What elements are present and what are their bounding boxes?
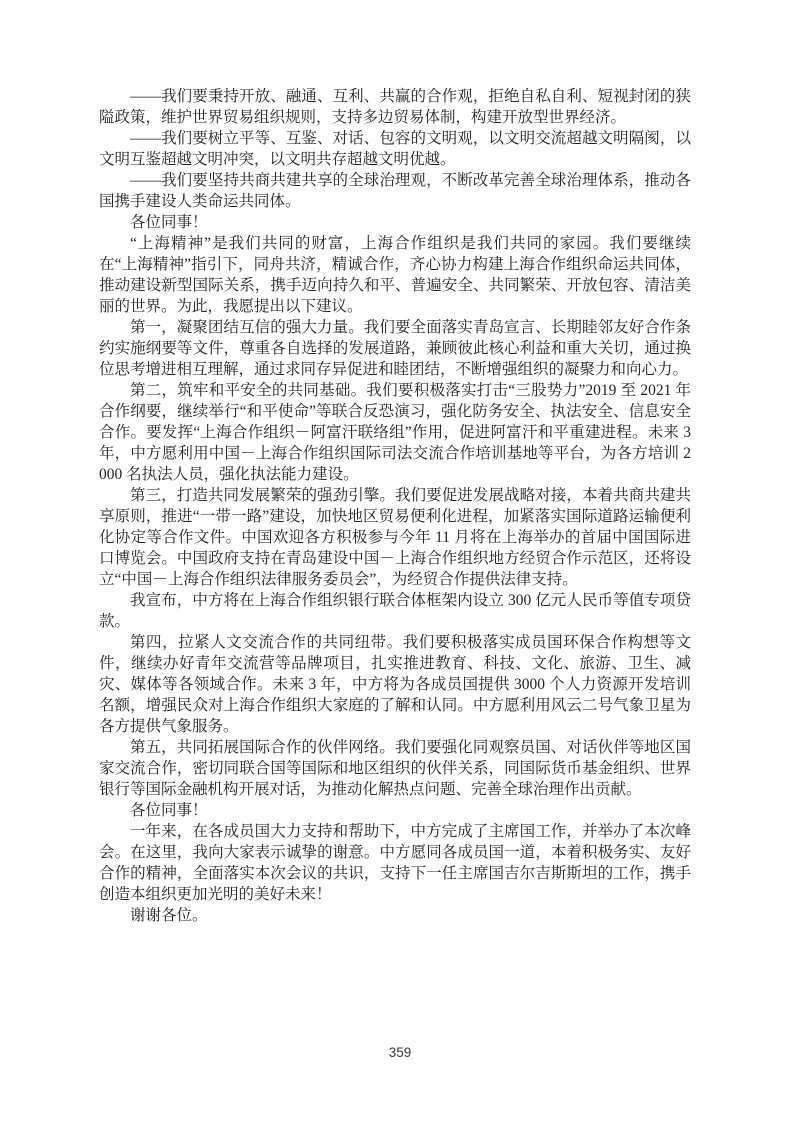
paragraph: 一年来，在各成员国大力支持和帮助下，中方完成了主席国工作，并举办了本次峰会。在这里，我向大家表示诚挚的谢意。中方愿同各成员国一道，本着积极务实、友好合作的精神，全面落实本次会议的共识，支持下一任主席国吉尔吉斯斯坦的工作，携手创造本组织更加光明的美好未来！ bbox=[99, 823, 691, 903]
paragraph: 我宣布，中方将在上海合作组织银行联合体框架内设立 300 亿元人民币等值专项贷款。 bbox=[99, 592, 691, 630]
paragraph: 各位同事！ bbox=[130, 802, 208, 819]
paragraph: “上海精神”是我们共同的财富，上海合作组织是我们共同的家园。我们要继续在“上海精神”指引下，同舟共济，精诚合作，齐心协力构建上海合作组织命运共同体，推动建设新型国际关系，携手迈向持久和平、普遍安全、共同繁荣、开放包容、清洁美丽的世界。为此，我愿提出以下建议。 bbox=[99, 235, 691, 315]
page-number: 359 bbox=[388, 1045, 412, 1060]
paragraph: 第五，共同拓展国际合作的伙伴网络。我们要强化同观察员国、对话伙伴等地区国家交流合作，密切同联合国等国际和地区组织的伙伴关系，同国际货币基金组织、世界银行等国际金融机构开展对话，为推动化解热点问题、完善全球治理作出贡献。 bbox=[99, 739, 691, 798]
paragraph: 第一，凝聚团结互信的强大力量。我们要全面落实青岛宣言、长期睦邻友好合作条约实施纲要等文件，尊重各自选择的发展道路，兼顾彼此核心利益和重大关切，通过换位思考增进相互理解，通过求同存异促进和睦团结，不断增强组织的凝聚力和向心力。 bbox=[99, 319, 691, 378]
paragraph: ——我们要坚持共商共建共享的全球治理观，不断改革完善全球治理体系，推动各国携手建设人类命运共同体。 bbox=[99, 172, 691, 210]
paragraph: 第二，筑牢和平安全的共同基础。我们要积极落实打击“三股势力”2019 至 2021 年合作纲要，继续举行“和平使命”等联合反恐演习，强化防务安全、执法安全、信息安全合作。要发挥“上海合作组织－阿富汗联络组”作用，促进阿富汗和平重建进程。未来 3 年，中方愿利用中国－上海合作组织国际司法交流合作培训基地等平台，为各方培训 2000 名执法人员，强化执法能力建设。 bbox=[99, 382, 691, 483]
paragraph: 第三，打造共同发展繁荣的强劲引擎。我们要促进发展战略对接，本着共商共建共享原则，推进“一带一路”建设，加快地区贸易便利化进程，加紧落实国际道路运输便利化协定等合作文件。中国欢迎各方积极参与今年 11 月将在上海举办的首届中国国际进口博览会。中国政府支持在青岛建设中国－上海合作组织地方经贸合作示范区，还将设立“中国－上海合作组织法律服务委员会”，为经贸合作提供法律支持。 bbox=[99, 487, 691, 588]
paragraph: 谢谢各位。 bbox=[130, 907, 208, 924]
paragraph: 各位同事！ bbox=[130, 214, 208, 231]
paragraph: ——我们要秉持开放、融通、互利、共赢的合作观，拒绝自私自利、短视封闭的狭隘政策，维护世界贸易组织规则，支持多边贸易体制，构建开放型世界经济。 bbox=[99, 88, 691, 126]
paragraph: ——我们要树立平等、互鉴、对话、包容的文明观，以文明交流超越文明隔阂，以文明互鉴超越文明冲突，以文明共存超越文明优越。 bbox=[99, 130, 691, 168]
document-body-text bbox=[99, 86, 691, 926]
paragraph: 第四，拉紧人文交流合作的共同纽带。我们要积极落实成员国环保合作构想等文件，继续办好青年交流营等品牌项目，扎实推进教育、科技、文化、旅游、卫生、减灾、媒体等各领域合作。未来 3 年，中方将为各成员国提供 3000 个人力资源开发培训名额，增强民众对上海合作组织大家庭的了解和认同。中方愿利用风云二号气象卫星为各方提供气象服务。 bbox=[99, 634, 691, 735]
